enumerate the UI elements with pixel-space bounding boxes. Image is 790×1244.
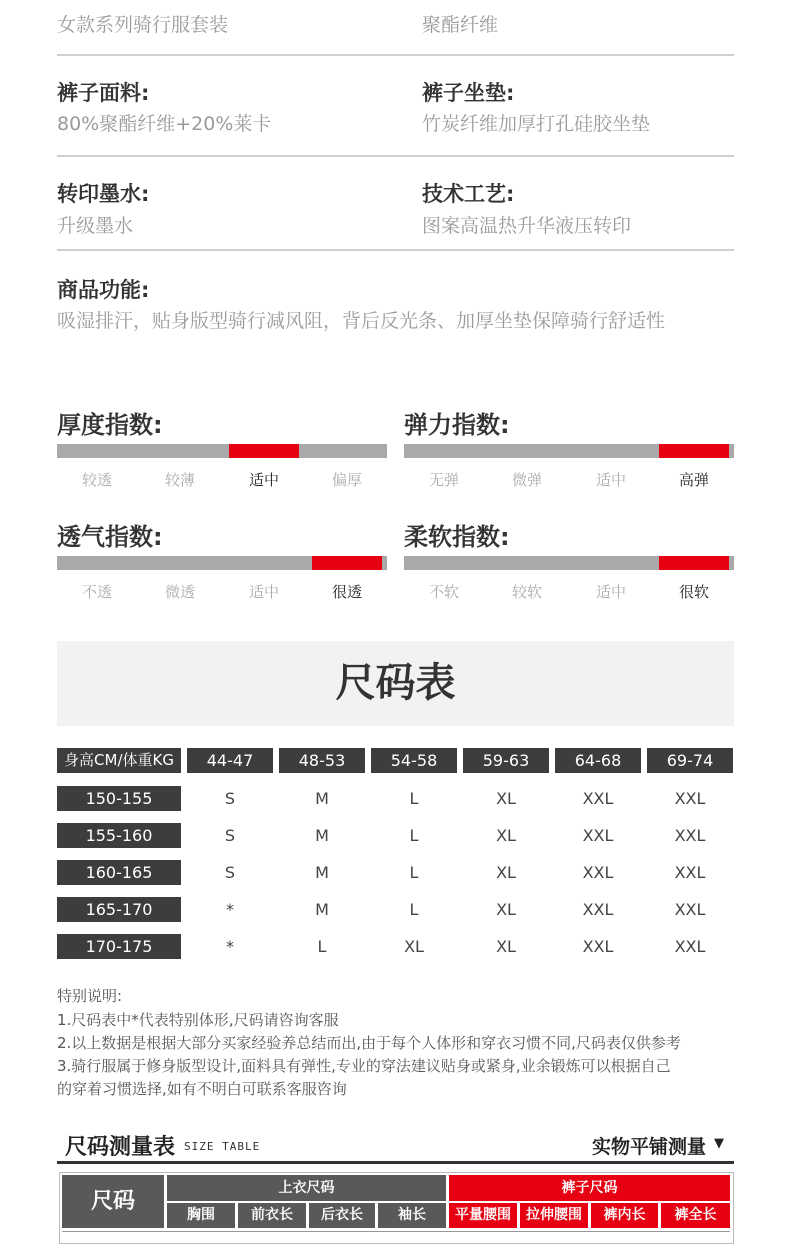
function-label: 商品功能: [57,278,150,302]
index-title: 柔软指数: [404,523,510,551]
index-bar-fill [659,556,729,570]
index-level-label: 适中 [595,471,626,489]
bottom-col-header: 拉伸腰围 [520,1203,588,1228]
note-line: 3.骑行服属于修身版型设计,面料具有弹性,专业的穿法建议贴身或紧身,业余锻炼可以根据自己 [57,1057,671,1075]
size-cell: L [409,900,419,919]
size-cell: * [226,937,234,956]
size-cell: L [409,826,419,845]
size-chart-corner: 身高CM/体重KG [57,748,181,773]
index-bar [57,444,387,458]
index-level-label: 无弹 [428,471,459,489]
ink-label: 转印墨水: [57,182,150,206]
triangle-down-icon: ▼ [714,1136,724,1151]
size-cell: XXL [582,900,614,919]
index-level-label: 适中 [595,583,626,601]
size-cell: XXL [674,789,706,808]
weight-header: 48-53 [279,748,365,773]
index-bar [404,556,734,570]
measure-row-line [62,1231,730,1232]
size-cell: M [315,900,329,919]
index-level-label: 较薄 [164,471,195,489]
size-cell: XL [496,826,516,845]
index-bar-fill [659,444,729,458]
index-bar-fill [312,556,382,570]
index-title: 弹力指数: [404,411,510,439]
index-level-label: 较透 [81,471,112,489]
height-header: 160-165 [57,860,181,885]
size-header: 尺码 [62,1175,164,1228]
tech-value: 图案高温热升华液压转印 [422,215,632,237]
tech-label: 技术工艺: [422,182,515,206]
weight-header: 59-63 [463,748,549,773]
top-right-value: 聚酯纤维 [422,14,499,36]
size-cell: XL [496,863,516,882]
bottom-size-group: 裤子尺码 [449,1175,730,1201]
notes-title: 特别说明: [57,987,123,1005]
height-header: 155-160 [57,823,181,848]
weight-header: 44-47 [187,748,273,773]
index-level-label: 适中 [248,583,279,601]
bottom-col-header: 裤全长 [661,1203,730,1228]
divider [57,249,734,251]
measure-title: 尺码测量表 [65,1135,176,1160]
pants-pad-label: 裤子坐垫: [422,81,515,105]
size-cell: * [226,900,234,919]
index-level-label: 微透 [164,583,195,601]
size-cell: L [317,937,327,956]
pants-fabric-label: 裤子面料: [57,81,150,105]
measure-subtitle: SIZE TABLE [184,1140,261,1153]
note-line: 的穿着习惯选择,如有不明白可联系客服咨询 [57,1080,347,1098]
size-chart-title: 尺码表 [335,660,456,706]
size-cell: XL [496,789,516,808]
index-level-label: 偏厚 [331,471,362,489]
size-cell: XXL [582,937,614,956]
size-chart-title-box [57,641,734,726]
weight-header: 54-58 [371,748,457,773]
size-cell: XXL [674,863,706,882]
bottom-col-header: 平量腰围 [449,1203,517,1228]
size-cell: XXL [582,789,614,808]
size-cell: M [315,789,329,808]
divider [57,155,734,157]
top-col-header: 后衣长 [309,1203,375,1228]
pants-fabric-value: 80%聚酯纤维+20%莱卡 [57,113,272,135]
index-level-label: 较软 [511,583,542,601]
measure-rule [57,1161,734,1164]
height-header: 165-170 [57,897,181,922]
size-cell: XXL [582,826,614,845]
index-bar-fill [229,444,299,458]
index-level-label: 很透 [331,583,362,601]
top-left-value: 女款系列骑行服套装 [57,14,229,36]
height-header: 170-175 [57,934,181,959]
size-cell: XXL [674,826,706,845]
pants-pad-value: 竹炭纤维加厚打孔硅胶坐垫 [422,113,651,135]
note-line: 1.尺码表中*代表特别体形,尺码请咨询客服 [57,1011,339,1029]
index-level-label: 微弹 [511,471,542,489]
height-header: 150-155 [57,786,181,811]
index-level-label: 高弹 [678,471,709,489]
size-cell: S [224,789,236,808]
index-bar [404,444,734,458]
size-cell: XL [496,900,516,919]
measure-right-label: 实物平铺测量 [592,1136,707,1158]
size-cell: M [315,826,329,845]
divider [57,54,734,56]
index-level-label: 适中 [248,471,279,489]
index-level-label: 很软 [678,583,709,601]
size-cell: XXL [582,863,614,882]
top-col-header: 前衣长 [238,1203,306,1228]
index-bar [57,556,387,570]
index-level-label: 不软 [428,583,459,601]
weight-header: 64-68 [555,748,641,773]
size-cell: XL [496,937,516,956]
index-title: 透气指数: [57,523,163,551]
ink-value: 升级墨水 [57,215,134,237]
size-cell: L [409,863,419,882]
weight-header: 69-74 [647,748,733,773]
size-cell: L [409,789,419,808]
top-col-header: 胸围 [167,1203,235,1228]
top-size-group: 上衣尺码 [167,1175,446,1201]
size-cell: XXL [674,900,706,919]
size-cell: M [315,863,329,882]
function-value: 吸湿排汗，贴身版型骑行减风阻，背后反光条、加厚坐垫保障骑行舒适性 [57,310,666,332]
size-cell: S [224,863,236,882]
size-cell: S [224,826,236,845]
size-cell: XXL [674,937,706,956]
index-title: 厚度指数: [57,411,163,439]
size-cell: XL [404,937,424,956]
index-level-label: 不透 [81,583,112,601]
top-col-header: 袖长 [378,1203,446,1228]
bottom-col-header: 裤内长 [591,1203,658,1228]
note-line: 2.以上数据是根据大部分买家经验养总结而出,由于每个人体形和穿衣习惯不同,尺码表仅供参考 [57,1034,681,1052]
